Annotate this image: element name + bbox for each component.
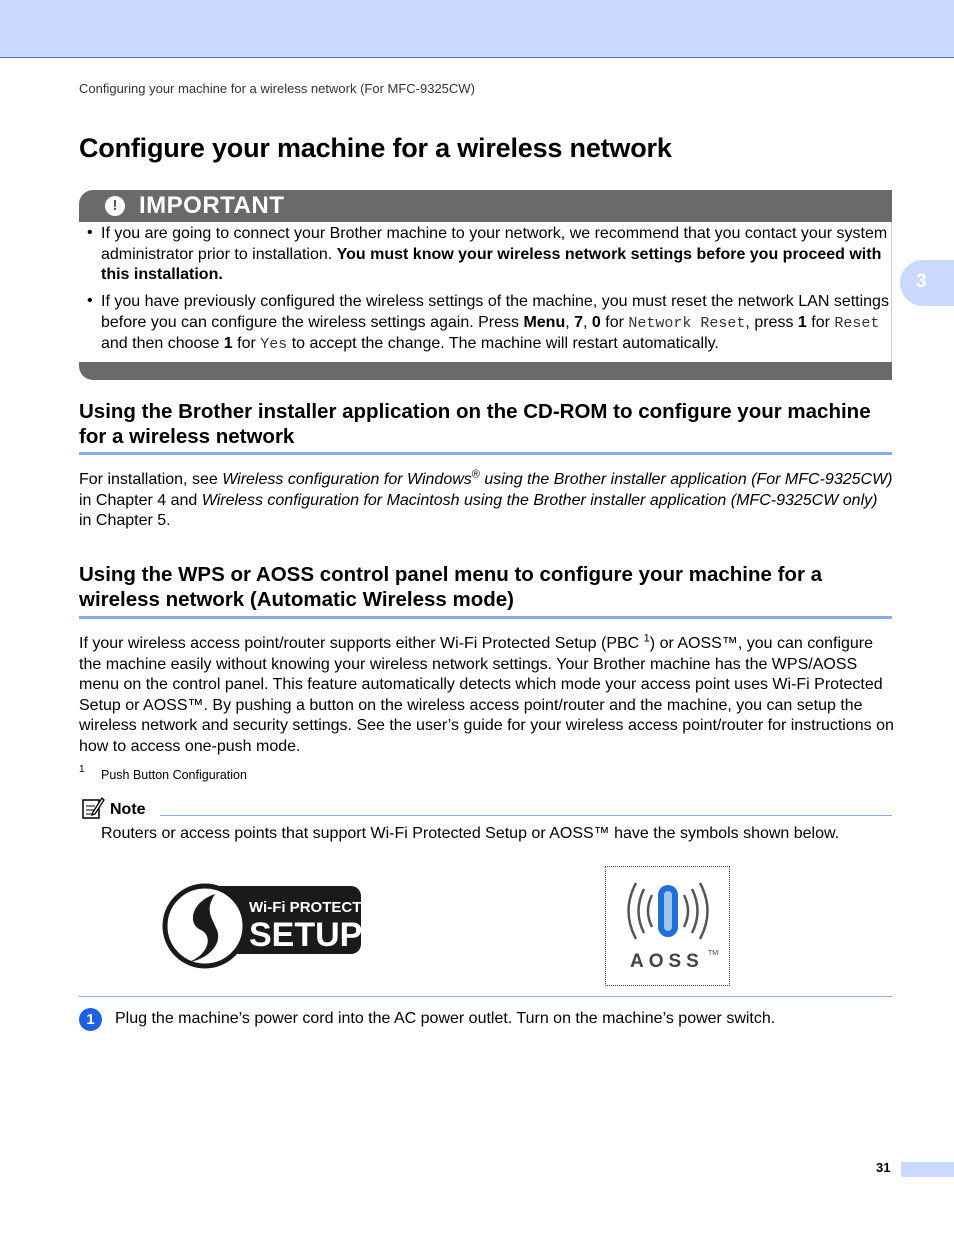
- wps-line2: SETUP: [249, 916, 363, 954]
- page-number-tab: [901, 1162, 954, 1177]
- b2-text: and then choose: [101, 335, 224, 352]
- footnote-text: Push Button Configuration: [101, 768, 247, 782]
- s2-text: If your wireless access point/router supports either Wi-Fi Protected Setup (PBC: [79, 635, 644, 652]
- note-label: Note: [110, 801, 146, 818]
- footnote-number: 1: [79, 764, 85, 775]
- wifi-protected-setup-logo: [163, 880, 383, 972]
- b2-text: for: [232, 335, 261, 352]
- b2-text: ,: [583, 313, 592, 331]
- top-header-band: [0, 0, 954, 58]
- section1-paragraph: [79, 470, 894, 532]
- section1-rule: [79, 452, 892, 455]
- section2-heading: Using the WPS or AOSS control panel menu to configure your machine for a wireless network (Automatic Wireless mode): [79, 563, 823, 611]
- b2-key: 1: [223, 335, 233, 352]
- exclamation-icon: !: [105, 196, 125, 216]
- step-separator: [79, 996, 892, 997]
- important-box: [79, 190, 892, 380]
- note-pencil-icon: [81, 796, 105, 820]
- bullet-marker: •: [87, 292, 93, 309]
- b2-menu: Menu: [523, 313, 566, 331]
- important-bullet-1: [101, 224, 896, 286]
- s1-text: For installation, see: [79, 471, 223, 488]
- chapter-tab: [900, 260, 954, 306]
- s1-italic: using the Brother installer application (For MFC-9325CW): [479, 471, 893, 488]
- s1-sup: ®: [471, 468, 480, 481]
- bullet1-text: If you are going to connect your Brother machine to your network, we recommend that you contact your system administrator prior to installation.: [101, 225, 888, 263]
- note-text: Routers or access points that support Wi-Fi Protected Setup or AOSS™ have the symbols shown below.: [101, 825, 840, 842]
- page-number: 31: [876, 1160, 891, 1175]
- s1-italic: Wireless configuration for Windows: [222, 471, 472, 488]
- important-bullet-2: [101, 292, 896, 356]
- s2-sup: 1: [643, 632, 650, 645]
- aoss-tm: TM: [708, 950, 719, 957]
- b2-key: 7: [574, 313, 584, 331]
- bullet1-bold: You must know your wireless network settings before you proceed with this installation.: [101, 245, 882, 283]
- b2-text: for: [806, 313, 835, 331]
- page-title: Configure your machine for a wireless network: [79, 133, 672, 163]
- s1-italic: Wireless configuration for Macintosh using the Brother installer application (MFC-9325CW only): [201, 491, 878, 509]
- running-header: Configuring your machine for a wireless network (For MFC-9325CW): [79, 81, 475, 96]
- important-footer-bar: [79, 362, 892, 380]
- b2-key: 0: [591, 313, 601, 331]
- aoss-logo: [605, 866, 730, 986]
- bullet-marker: •: [87, 224, 93, 241]
- b2-mono: Network Reset: [628, 314, 746, 332]
- section2-paragraph: [79, 634, 894, 757]
- note-rule: [160, 815, 892, 816]
- s1-text: in Chapter 4 and: [79, 491, 202, 509]
- s2-text: ) or AOSS™, you can configure the machine easily without knowing your wireless network settings. Your Brother machine has the WPS/AOSS menu on the control panel. This feature automatically detects which mode your access point uses Wi-Fi Protected Setup or AOSS™. By pushing a button on the wireless access point/router and the machine, you can setup the wireless network and security settings. See the user’s guide for your wireless access point/router for instructions on how to access one-push mode.: [79, 635, 894, 755]
- chapter-number: 3: [916, 271, 927, 292]
- section1-heading: Using the Brother installer application on the CD-ROM to configure your machine for a wireless network: [79, 400, 871, 448]
- step-number: 1: [79, 1008, 102, 1031]
- step-text: Plug the machine’s power cord into the AC power outlet. Turn on the machine’s power switch.: [115, 1010, 776, 1027]
- b2-text: to accept the change. The machine will restart automatically.: [287, 335, 719, 352]
- b2-text: ,: [565, 313, 575, 331]
- aoss-symbol: [606, 867, 729, 985]
- b2-mono: Reset: [834, 314, 880, 332]
- section2-rule: [79, 616, 892, 619]
- s1-text: in Chapter 5.: [79, 512, 171, 529]
- b2-text: If you have previously configured the wireless settings of the machine, you must reset the network LAN settings before you can configure the wireless settings again. Press: [101, 293, 889, 331]
- b2-key: 1: [797, 313, 807, 331]
- important-label: IMPORTANT: [139, 192, 285, 219]
- important-body: [79, 222, 892, 362]
- aoss-text: AOSS: [630, 951, 704, 972]
- b2-text: , press: [745, 313, 798, 331]
- b2-mono: Yes: [260, 336, 288, 353]
- wps-line1: Wi-Fi PROTECTED: [249, 899, 383, 916]
- important-header: [79, 190, 892, 222]
- b2-text: for: [600, 313, 629, 331]
